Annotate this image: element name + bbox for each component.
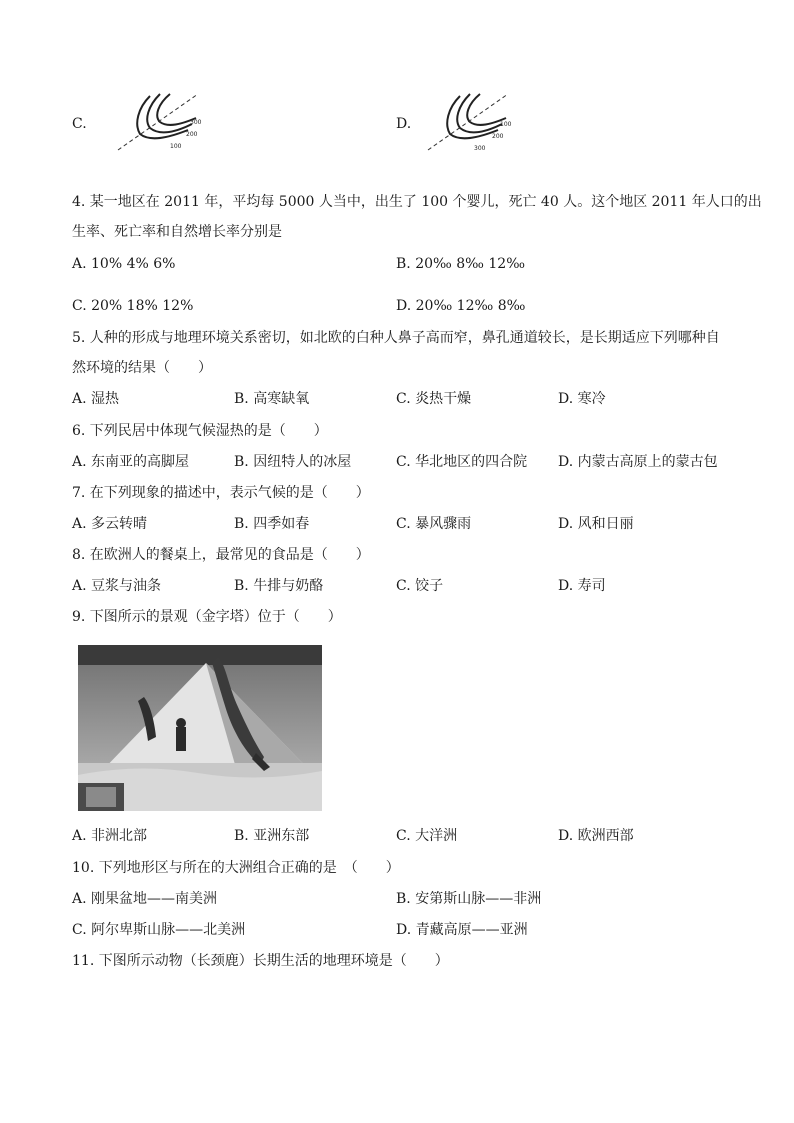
- question-10-option-b[interactable]: B. 安第斯山脉——非洲: [396, 891, 542, 907]
- question-8-option-a[interactable]: A. 豆浆与油条: [72, 578, 162, 594]
- question-10-option-d[interactable]: D. 青藏高原——亚洲: [396, 922, 528, 938]
- question-9-option-d[interactable]: D. 欧洲西部: [558, 828, 634, 844]
- question-8-option-b[interactable]: B. 牛排与奶酪: [234, 578, 324, 594]
- question-4-option-b[interactable]: B. 20‰ 8‰ 12‰: [396, 256, 525, 272]
- question-7-option-b[interactable]: B. 四季如春: [234, 516, 310, 532]
- question-10-option-a[interactable]: A. 刚果盆地——南美洲: [72, 891, 218, 907]
- question-5-stem-line2: 然环境的结果（ ）: [72, 360, 212, 376]
- question-6-stem: 6. 下列民居中体现气候湿热的是（ ）: [72, 423, 328, 439]
- question-8-option-d[interactable]: D. 寿司: [558, 578, 606, 594]
- question-8-option-c[interactable]: C. 饺子: [396, 578, 444, 594]
- question-10-stem: 10. 下列地形区与所在的大洲组合正确的是 （ ）: [72, 860, 400, 876]
- question-4-option-d[interactable]: D. 20‰ 12‰ 8‰: [396, 298, 526, 314]
- pyramid-photo: [78, 645, 322, 811]
- question-10-option-c[interactable]: C. 阿尔卑斯山脉——北美洲: [72, 922, 246, 938]
- contour-label: 200: [492, 133, 504, 140]
- question-6-option-c[interactable]: C. 华北地区的四合院: [396, 454, 528, 470]
- pyramid-photo-drawing: [78, 645, 322, 811]
- question-9-option-b[interactable]: B. 亚洲东部: [234, 828, 310, 844]
- contour-label: 200: [186, 131, 198, 138]
- contour-label: 300: [474, 145, 486, 152]
- question-9-stem: 9. 下图所示的景观（金字塔）位于（ ）: [72, 609, 342, 625]
- question-5-option-a[interactable]: A. 湿热: [72, 391, 120, 407]
- question-5-option-c[interactable]: C. 炎热干燥: [396, 391, 472, 407]
- contour-label: 300: [190, 119, 202, 126]
- question-5-option-d[interactable]: D. 寒冷: [558, 391, 606, 407]
- contour-diagram-d: [426, 90, 526, 154]
- question-9-option-c[interactable]: C. 大洋洲: [396, 828, 458, 844]
- question-5-stem-line1: 5. 人种的形成与地理环境关系密切，如北欧的白种人鼻子高而窄，鼻孔通道较长，是长期适应下列哪种自: [72, 330, 720, 346]
- question-7-option-d[interactable]: D. 风和日丽: [558, 516, 634, 532]
- question-4-stem-line2: 生率、死亡率和自然增长率分别是: [72, 224, 282, 240]
- contour-label: 100: [170, 143, 182, 150]
- contour-diagram-c: [116, 90, 216, 154]
- question-6-option-b[interactable]: B. 因纽特人的冰屋: [234, 454, 352, 470]
- question-7-stem: 7. 在下列现象的描述中，表示气候的是（ ）: [72, 485, 370, 501]
- question-4-option-c[interactable]: C. 20% 18% 12%: [72, 298, 194, 314]
- question-7-option-c[interactable]: C. 暴风骤雨: [396, 516, 472, 532]
- question-8-stem: 8. 在欧洲人的餐桌上，最常见的食品是（ ）: [72, 547, 370, 563]
- option-c-label: C.: [72, 116, 87, 132]
- question-11-stem: 11. 下图所示动物（长颈鹿）长期生活的地理环境是（ ）: [72, 953, 449, 969]
- question-4-stem-line1: 4. 某一地区在 2011 年，平均每 5000 人当中，出生了 100 个婴儿，死亡 40 人。这个地区 2011 年人口的出: [72, 194, 762, 210]
- question-7-option-a[interactable]: A. 多云转晴: [72, 516, 148, 532]
- question-6-option-d[interactable]: D. 内蒙古高原上的蒙古包: [558, 454, 718, 470]
- question-5-option-b[interactable]: B. 高寒缺氧: [234, 391, 310, 407]
- question-6-option-a[interactable]: A. 东南亚的高脚屋: [72, 454, 190, 470]
- contour-label: 100: [500, 121, 512, 128]
- question-9-option-a[interactable]: A. 非洲北部: [72, 828, 148, 844]
- question-4-option-a[interactable]: A. 10% 4% 6%: [72, 256, 176, 272]
- option-d-label: D.: [396, 116, 412, 132]
